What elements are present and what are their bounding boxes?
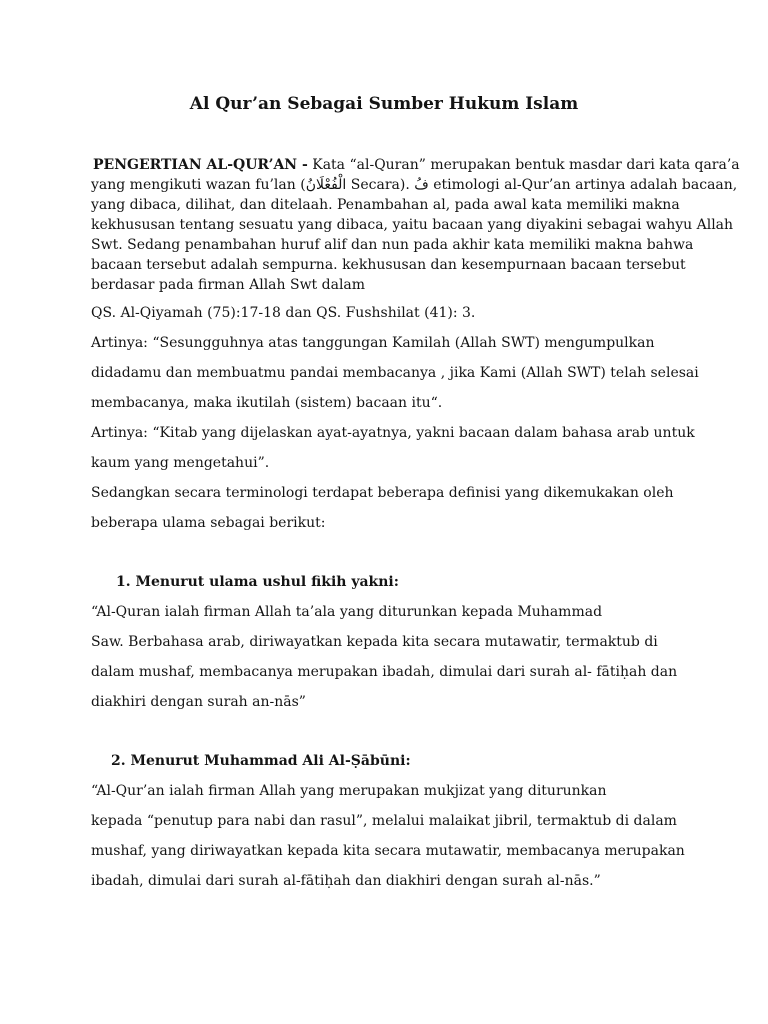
section-2-line-1: “Al-Qur’an ialah firman Allah yang merupakan mukjizat yang diturunkan: [91, 783, 607, 799]
section-2-line-2: kepada “penutup para nabi dan rasul”, melalui malaikat jibril, termaktub di dalam: [91, 813, 677, 829]
section-1-line-3: dalam mushaf, membacanya merupakan ibadah, dimulai dari surah al- fātiḥah dan: [91, 664, 678, 680]
section-1-heading: 1. Menurut ulama ushul fikih yakni:: [116, 574, 399, 590]
artinya-2-line-2: kaum yang mengetahui”.: [91, 455, 270, 471]
terminologi-line-2: beberapa ulama sebagai berikut:: [91, 515, 326, 531]
section-2-line-3: mushaf, yang diriwayatkan kepada kita secara mutawatir, membacanya merupakan: [91, 843, 685, 859]
intro-line-1-text: Kata “al-Quran” merupakan bentuk masdar dari kata qara’a: [307, 157, 740, 173]
intro-line-3: yang dibaca, dilihat, dan ditelaah. Penambahan al, pada awal kata memiliki makna: [91, 197, 680, 213]
artinya-1-line-3: membacanya, maka ikutilah (sistem) bacaan itu“.: [91, 395, 443, 411]
artinya-2-line-1: Artinya: “Kitab yang dijelaskan ayat-ayatnya, yakni bacaan dalam bahasa arab untuk: [91, 425, 695, 441]
qs-reference: QS. Al-Qiyamah (75):17-18 dan QS. Fushshilat (41): 3.: [91, 305, 476, 321]
section-1-line-1: “Al-Quran ialah firman Allah ta’ala yang diturunkan kepada Muhammad: [91, 604, 603, 620]
artinya-1-line-1: Artinya: “Sesungguhnya atas tanggungan Kamilah (Allah SWT) mengumpulkan: [91, 335, 655, 351]
intro-line-5: Swt. Sedang penambahan huruf alif dan nun pada akhir kata memiliki makna bahwa: [91, 237, 694, 253]
artinya-1-line-2: didadamu dan membuatmu pandai membacanya , jika Kami (Allah SWT) telah selesai: [91, 365, 699, 381]
section-1-line-4: diakhiri dengan surah an-nās”: [91, 694, 306, 710]
intro-line-1: [93, 156, 740, 174]
intro-line-2: yang mengikuti wazan fu’lan (الْفُعْلَانُ Secara). فُ etimologi al-Qur’an artinya adalah bacaan,: [91, 177, 738, 193]
intro-line-7: berdasar pada firman Allah Swt dalam: [91, 277, 366, 293]
intro-line-4: kekhususan tentang sesuatu yang dibaca, yaitu bacaan yang diyakini sebagai wahyu Allah: [91, 217, 734, 233]
section-2-line-4: ibadah, dimulai dari surah al-fātiḥah dan diakhiri dengan surah al-nās.”: [91, 873, 601, 889]
document-title: Al Qur’an Sebagai Sumber Hukum Islam: [189, 94, 579, 114]
section-1-line-2: Saw. Berbahasa arab, diriwayatkan kepada kita secara mutawatir, termaktub di: [91, 634, 658, 650]
intro-line-6: bacaan tersebut adalah sempurna. kekhususan dan kesempurnaan bacaan tersebut: [91, 257, 686, 273]
terminologi-line-1: Sedangkan secara terminologi terdapat beberapa definisi yang dikemukakan oleh: [91, 485, 674, 501]
section-2-heading: 2. Menurut Muhammad Ali Al-Ṣābūni:: [111, 753, 411, 769]
intro-label: PENGERTIAN AL-QUR’AN -: [93, 157, 308, 173]
